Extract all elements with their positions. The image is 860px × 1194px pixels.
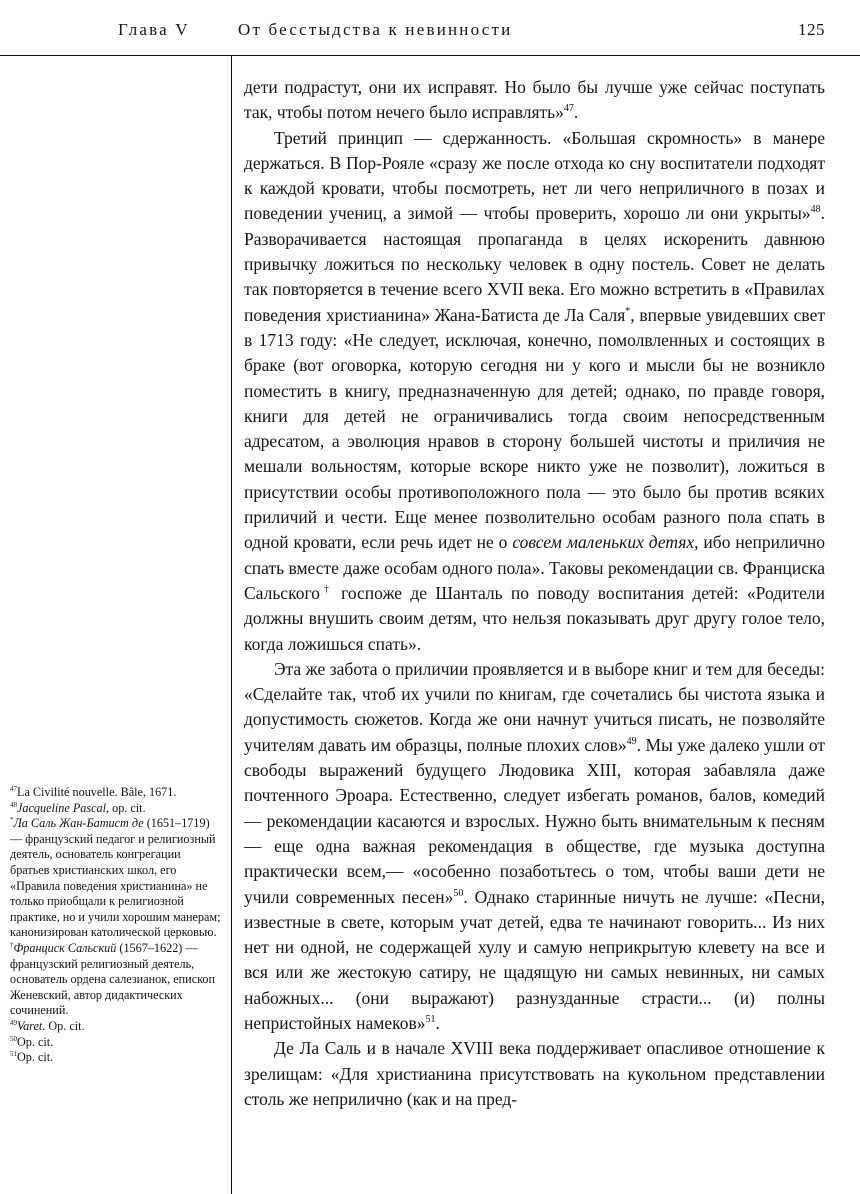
text-run: . (573, 102, 579, 123)
paragraph-2 (244, 126, 825, 657)
footnote-author: Varet (17, 1018, 43, 1033)
footnote-text: (1651–1719) — французский педагог и религиозный деятель, основатель конгрегации братьев христианских школ, его «Правила поведения христианина» не только приобщали к религиозной практике, но и учили хорошим манерам; канонизирован католической церковью. (10, 816, 221, 940)
footnote-49 (10, 1019, 223, 1035)
text-run: дети подрастут, они их исправят. Но было бы лучше уже сейчас поступать так, чтобы потом нечего было исправлять» (244, 77, 825, 123)
footnote-ref-48: 48 (810, 204, 821, 216)
footnote-name: Франциск Сальский (13, 940, 117, 955)
text-run: , впервые увидевших свет в 1713 году: «Не следует, исключая, конечно, помолвленных и состоящих в браке (вот оговорка, которую сегодня ни у кого и мысли бы не возникло поместить в книгу, предназначенную для детей; однако, по правде говоря, книги для детей не ограничивались тогда своим непосредственным адресатом, а эволюция нравов в сторону большей чистоты и приличия не мешали вольностям, которые вскоре никто уже не позволит), ложиться в присутствии особы противоположного пола — это было бы против всяких приличий и чести. Еще менее позволительно особам разного пола спать в одной кровати, если речь идет не о (244, 304, 825, 553)
footnote-star (10, 816, 223, 941)
running-header (118, 20, 825, 46)
footnote-mark: 51 (10, 1050, 17, 1059)
footnote-mark: * (10, 816, 14, 825)
text-run: госпоже де Шанталь по поводу воспитания детей: «Родители должны внушить своим детям, что нельзя показывать друг другу голое тело, когда ложишься спать». (244, 582, 825, 654)
footnote-text: . Op. cit. (42, 1018, 85, 1033)
margin-notes (10, 785, 223, 1066)
footnote-ref-51: 51 (425, 1014, 436, 1026)
text-run: , ибо неприлично спать вместе даже особам одного пола». Таковы рекомендации св. Франциска Сальского (244, 532, 825, 603)
footnote-ref-dagger: † (319, 584, 333, 596)
text-run: . Однако старинные ничуть не лучше: «Песни, известные в свете, которым учат детей, едва те начинают говорить... Из них нет ни одной, не содержащей хулу и самую неприкрытую клевету на все и вся или же жестокую сатиру, не щадящую ни самых невинных, ни самых набожных... (они выражают) разнузданные страсти... (и) полны непристойных намеков» (244, 886, 825, 1033)
page-number: 125 (798, 20, 825, 39)
footnote-mark: 48 (10, 800, 17, 809)
chapter-label: Глава V (118, 20, 190, 39)
margin-rule (231, 56, 232, 1194)
footnote-mark: 49 (10, 1018, 17, 1027)
footnote-48 (10, 801, 223, 817)
footnote-50 (10, 1035, 223, 1051)
text-run: Третий принцип — сдержанность. «Большая скромность» в манере держаться. В Пор-Рояле «сразу же после отхода ко сну воспитатели подходят к каждой кровати, чтобы посмотреть, нет ли чего неприличного в позах и поведении учениц, а зимой — чтобы проверить, хорошо ли они укрыты» (244, 127, 825, 224)
footnote-ref-50: 50 (453, 887, 464, 899)
footnote-ref-49: 49 (626, 735, 637, 747)
footnote-mark: † (10, 940, 14, 949)
footnote-text: (1567–1622) — французский религиозный деятель, основатель ордена салезианок, епископ Женевский, автор дидактических сочинений. (10, 940, 216, 1018)
footnote-text: La Civilité nouvelle. Bâle, 1671. (17, 785, 177, 799)
paragraph-4 (244, 1036, 825, 1112)
footnote-author: Jacqueline Pascal (17, 800, 107, 815)
header-rule (0, 55, 860, 56)
emphasis: совсем маленьких детях (512, 532, 695, 553)
text-run: . Разворачивается настоящая пропаганда в целях искоренить давнюю привычку ложиться по нескольку человек в одну постель. Совет не делать так повторяется в течение всего XVII века. Его можно встретить в «Правилах поведения христианина» Жана-Батиста де Ла Саля (244, 203, 825, 325)
footnote-ref-47: 47 (563, 103, 574, 115)
paragraph-1 (244, 75, 825, 126)
text-run: Де Ла Саль и в начале XVIII века поддерживает опасливое отношение к зрелищам: «Для христианина присутствовать на кукольном представлении столь же неприлично (как и на пред- (244, 1038, 825, 1109)
footnote-text: Op. cit. (17, 1034, 54, 1049)
main-text (244, 75, 825, 1112)
paragraph-3 (244, 657, 825, 1036)
footnote-ref-star: * (625, 305, 631, 317)
chapter-title: От бесстыдства к невинности (238, 20, 513, 39)
footnote-text: Op. cit. (17, 1050, 54, 1065)
footnote-47 (10, 785, 223, 801)
text-run: . Мы уже далеко ушли от свободы выражений будущего Людовика XIII, которая забавляла даже почтенного Эроара. Естественно, следует избегать романов, балов, комедий — рекомендации касаются и взрослых. Нужно быть внимательным к песням — еще одна важная рекомендация в обществе, где музыка доступна практически всем,— «особенно позаботьтесь о том, чтобы ваши дети не учили современных песен» (244, 734, 825, 907)
footnote-51 (10, 1050, 223, 1066)
text-run: Эта же забота о приличии проявляется и в выборе книг и тем для беседы: «Сделайте так, чтоб их учили по книгам, где сочетались бы чистота языка и допустимость сюжетов. Когда же они начнут учиться писать, не позволяйте учителям давать им образцы, полные плохих слов» (244, 658, 825, 755)
footnote-mark: 50 (10, 1034, 17, 1043)
text-run: . (435, 1012, 440, 1033)
footnote-mark: 47 (10, 784, 17, 793)
footnote-text: , op. cit. (106, 800, 146, 815)
footnote-name: Ла Саль Жан-Батист де (13, 816, 144, 831)
footnote-dagger (10, 941, 223, 1019)
